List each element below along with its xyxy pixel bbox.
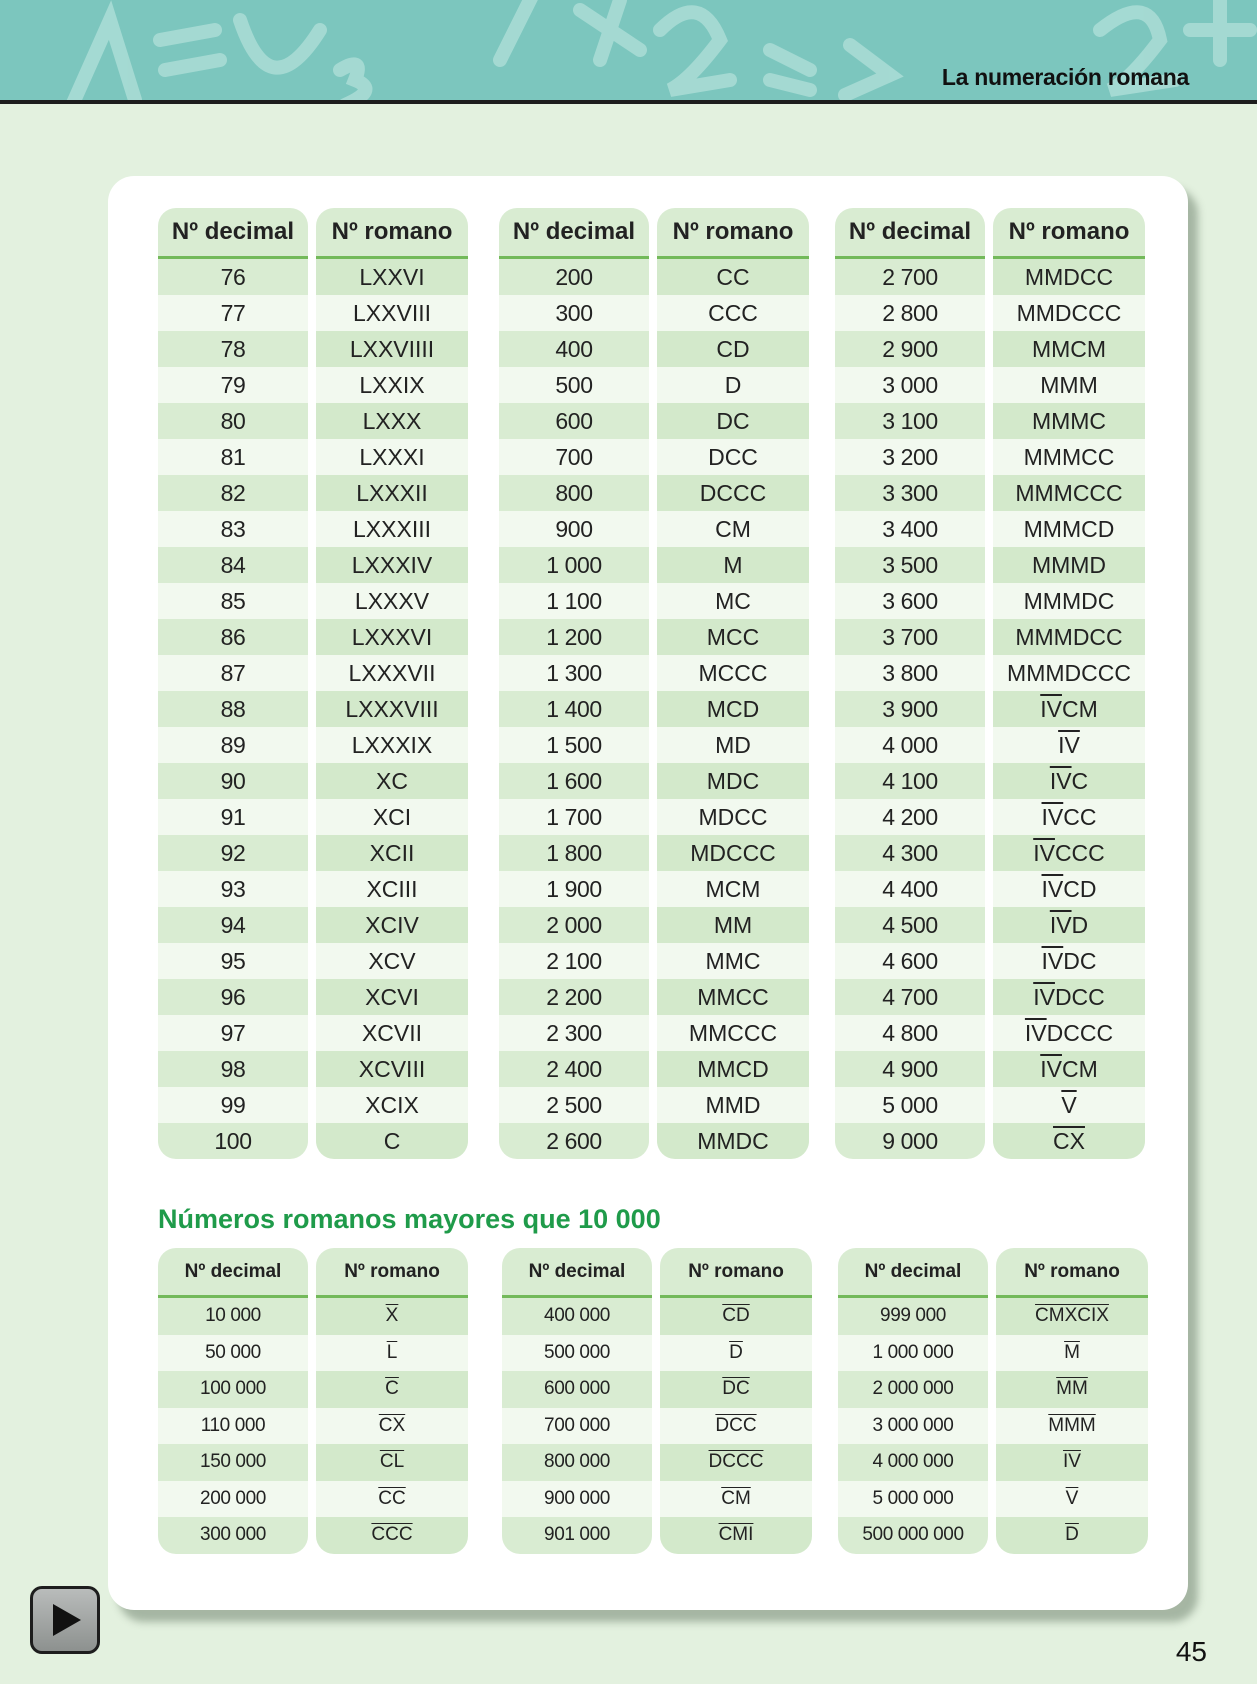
decimal-value: 4 800 (835, 1015, 985, 1051)
decimal-column-header: Nº decimal (158, 1248, 308, 1298)
roman-overlined-part: $\overline{IV}$ (1049, 911, 1072, 938)
decimal-value: 82 (158, 475, 308, 511)
roman-value (993, 367, 1145, 403)
decimal-value: 97 (158, 1015, 308, 1051)
decimal-value: 10 000 (158, 1298, 308, 1335)
roman-value: M (657, 547, 809, 583)
roman-value (660, 1298, 812, 1335)
decimal-column (158, 208, 308, 1159)
roman-value (993, 691, 1145, 727)
decimal-column (502, 1248, 652, 1554)
decimal-value: 76 (158, 259, 308, 295)
decimal-value: 3 600 (835, 583, 985, 619)
decimal-value: 4 000 (835, 727, 985, 763)
roman-value (993, 1015, 1145, 1051)
roman-value: MCCC (657, 655, 809, 691)
roman-value: CM (657, 511, 809, 547)
decimal-value: 86 (158, 619, 308, 655)
roman-overlined-part: $\overline{IV}$ (1063, 1451, 1081, 1473)
decimal-value: 800 000 (502, 1444, 652, 1481)
decimal-value: 93 (158, 871, 308, 907)
decimal-value: 4 000 000 (838, 1444, 988, 1481)
roman-value (316, 1408, 468, 1445)
decimal-value: 50 000 (158, 1335, 308, 1372)
roman-value (996, 1335, 1148, 1372)
decimal-value: 84 (158, 547, 308, 583)
roman-value: CD (657, 331, 809, 367)
roman-overlined-part: $\overline{CX}$ (1053, 1127, 1085, 1154)
decimal-column (838, 1248, 988, 1554)
roman-column (993, 208, 1145, 1159)
roman-value: D (657, 367, 809, 403)
decimal-column (835, 208, 985, 1159)
roman-overlined-part: $\overline{CM}$ (721, 1487, 751, 1509)
roman-overlined-part: $\overline{MMM}$ (1048, 1414, 1096, 1436)
decimal-value: 81 (158, 439, 308, 475)
roman-value (993, 619, 1145, 655)
roman-plain-part: MMCM (1031, 335, 1107, 362)
roman-value: XCVII (316, 1015, 468, 1051)
decimal-column-header: Nº decimal (835, 208, 985, 259)
roman-value: LXXXVII (316, 655, 468, 691)
roman-value: C (316, 1123, 468, 1159)
roman-overlined-part: $\overline{IV}$ (1041, 875, 1064, 902)
decimal-value: 900 000 (502, 1481, 652, 1518)
decimal-value: 4 500 (835, 907, 985, 943)
roman-overlined-part: CMXCIX (1035, 1305, 1109, 1327)
roman-value (316, 1444, 468, 1481)
roman-value: DCC (657, 439, 809, 475)
roman-value: DC (657, 403, 809, 439)
roman-value: XC (316, 763, 468, 799)
roman-value: XCII (316, 835, 468, 871)
decimal-value: 900 (499, 511, 649, 547)
decimal-value: 600 (499, 403, 649, 439)
roman-value (993, 439, 1145, 475)
decimal-value: 2 500 (499, 1087, 649, 1123)
play-button[interactable] (30, 1586, 100, 1654)
decimal-value: 1 500 (499, 727, 649, 763)
roman-value (993, 547, 1145, 583)
roman-overlined-part: $\overline{DC}$ (722, 1378, 750, 1400)
roman-value: LXXXIX (316, 727, 468, 763)
roman-value: LXXX (316, 403, 468, 439)
roman-overlined-part: $\overline{IV}$ (1041, 947, 1064, 974)
decimal-value: 200 (499, 259, 649, 295)
roman-overlined-part: $\overline{V}$ (1065, 1487, 1079, 1509)
roman-overlined-part: $\overline{CD}$ (722, 1305, 750, 1327)
roman-value (996, 1298, 1148, 1335)
roman-overlined-part: $\overline{IV}$ (1040, 695, 1062, 722)
decimal-value: 85 (158, 583, 308, 619)
decimal-value: 2 100 (499, 943, 649, 979)
roman-plain-part: CM (1061, 1055, 1098, 1082)
roman-value: MCM (657, 871, 809, 907)
roman-plain-part: CM (1061, 695, 1098, 722)
roman-overlined-part: $\overline{IV}$ (1040, 1055, 1062, 1082)
roman-value: CC (657, 259, 809, 295)
decimal-value: 96 (158, 979, 308, 1015)
decimal-value: 90 (158, 763, 308, 799)
roman-overlined-part: $\overline{CC}$ (378, 1487, 406, 1509)
roman-column-header: Nº romano (657, 208, 809, 259)
decimal-value: 1 300 (499, 655, 649, 691)
roman-value: LXXXIII (316, 511, 468, 547)
roman-plain-part: CC (1063, 803, 1097, 830)
roman-overlined-part: $\overline{IV}$ (1033, 983, 1055, 1010)
roman-overlined-part: $\overline{CX}$ (378, 1414, 406, 1436)
roman-value: MMCD (657, 1051, 809, 1087)
roman-value (996, 1408, 1148, 1445)
decimal-value: 2 000 (499, 907, 649, 943)
decimal-value: 4 300 (835, 835, 985, 871)
roman-value (993, 799, 1145, 835)
roman-column (660, 1248, 812, 1554)
roman-overlined-part: $\overline{D}$ (729, 1341, 743, 1363)
decimal-value: 89 (158, 727, 308, 763)
roman-value (993, 295, 1145, 331)
roman-column-header: Nº romano (996, 1248, 1148, 1298)
roman-value (993, 871, 1145, 907)
roman-value (993, 979, 1145, 1015)
roman-value (993, 943, 1145, 979)
roman-column-header: Nº romano (316, 208, 468, 259)
roman-overlined-part: $\overline{CMI}$ (718, 1524, 754, 1546)
decimal-value: 99 (158, 1087, 308, 1123)
roman-value: MCD (657, 691, 809, 727)
roman-plain-part: DC (1063, 947, 1097, 974)
roman-plain-part: MMMCC (1023, 443, 1115, 470)
decimal-value: 700 000 (502, 1408, 652, 1445)
roman-value (996, 1517, 1148, 1554)
roman-overlined-part: $\overline{IV}$ (1041, 803, 1064, 830)
roman-value: LXXXV (316, 583, 468, 619)
roman-value (660, 1444, 812, 1481)
decimal-value: 98 (158, 1051, 308, 1087)
roman-value: XCI (316, 799, 468, 835)
roman-value: MDCCC (657, 835, 809, 871)
decimal-value: 91 (158, 799, 308, 835)
decimal-value: 88 (158, 691, 308, 727)
roman-value: DCCC (657, 475, 809, 511)
roman-value (993, 583, 1145, 619)
roman-value (993, 835, 1145, 871)
roman-value: LXXXIV (316, 547, 468, 583)
decimal-value: 1 100 (499, 583, 649, 619)
page-number: 45 (1175, 1636, 1207, 1667)
decimal-value: 1 600 (499, 763, 649, 799)
decimal-value: 500 000 (502, 1335, 652, 1372)
decimal-value: 2 300 (499, 1015, 649, 1051)
roman-value: LXXVIII (316, 295, 468, 331)
decimal-value: 79 (158, 367, 308, 403)
roman-overlined-part: $\overline{V}$ (1061, 1091, 1077, 1118)
roman-overlined-part: $\overline{X}$ (385, 1305, 399, 1327)
decimal-value: 999 000 (838, 1298, 988, 1335)
decimal-column (158, 1248, 308, 1554)
roman-overlined-part: $\overline{CL}$ (379, 1451, 405, 1473)
roman-overlined-part: $\overline{IV}$ (1058, 731, 1080, 758)
roman-plain-part: MMMC (1031, 407, 1107, 434)
roman-plain-part: MMMCD (1023, 515, 1115, 542)
decimal-value: 1 900 (499, 871, 649, 907)
decimal-value: 800 (499, 475, 649, 511)
roman-value (993, 763, 1145, 799)
decimal-column-header: Nº decimal (838, 1248, 988, 1298)
roman-value (660, 1371, 812, 1408)
roman-value (993, 655, 1145, 691)
roman-plain-part: CCC (1054, 839, 1105, 866)
decimal-value: 4 100 (835, 763, 985, 799)
roman-value (660, 1517, 812, 1554)
roman-table-5 (502, 1248, 812, 1554)
roman-value: MC (657, 583, 809, 619)
decimal-value: 1 700 (499, 799, 649, 835)
roman-value (993, 331, 1145, 367)
section-title-large-numbers: Números romanos mayores que 10 000 (158, 1204, 661, 1234)
roman-value: MDC (657, 763, 809, 799)
decimal-value: 200 000 (158, 1481, 308, 1518)
roman-overlined-part: $\overline{C}$ (385, 1378, 399, 1400)
decimal-value: 3 000 000 (838, 1408, 988, 1445)
roman-table-2 (499, 208, 809, 1159)
roman-table-6 (838, 1248, 1148, 1554)
decimal-value: 2 700 (835, 259, 985, 295)
roman-overlined-part: $\overline{IV}$ (1049, 767, 1072, 794)
decimal-value: 94 (158, 907, 308, 943)
decimal-value: 4 600 (835, 943, 985, 979)
decimal-value: 3 700 (835, 619, 985, 655)
decimal-value: 87 (158, 655, 308, 691)
roman-overlined-part: $\overline{DCC}$ (715, 1414, 757, 1436)
roman-value: LXXXVI (316, 619, 468, 655)
roman-value: LXXXI (316, 439, 468, 475)
decimal-value: 1 000 000 (838, 1335, 988, 1372)
roman-value (660, 1408, 812, 1445)
decimal-column (499, 208, 649, 1159)
roman-plain-part: C (1071, 767, 1089, 794)
roman-overlined-part: DCCC (708, 1451, 764, 1473)
decimal-value: 4 900 (835, 1051, 985, 1087)
decimal-value: 2 000 000 (838, 1371, 988, 1408)
decimal-value: 2 600 (499, 1123, 649, 1159)
decimal-value: 1 400 (499, 691, 649, 727)
decimal-value: 3 400 (835, 511, 985, 547)
roman-plain-part: DCCC (1046, 1019, 1114, 1046)
roman-overlined-part: $\overline{D}$ (1065, 1524, 1079, 1546)
decimal-value: 901 000 (502, 1517, 652, 1554)
decimal-value: 2 200 (499, 979, 649, 1015)
roman-value: MMC (657, 943, 809, 979)
decimal-value: 78 (158, 331, 308, 367)
roman-plain-part: MMMDC (1023, 587, 1115, 614)
decimal-value: 3 900 (835, 691, 985, 727)
decimal-value: 400 000 (502, 1298, 652, 1335)
roman-table-4 (158, 1248, 468, 1554)
roman-value (993, 1051, 1145, 1087)
decimal-value: 300 (499, 295, 649, 331)
decimal-value: 3 200 (835, 439, 985, 475)
roman-value (993, 727, 1145, 763)
roman-plain-part: CD (1063, 875, 1097, 902)
roman-value (660, 1335, 812, 1372)
roman-overlined-part: $\overline{IV}$ (1024, 1019, 1047, 1046)
decimal-value: 100 000 (158, 1371, 308, 1408)
roman-value (660, 1481, 812, 1518)
roman-value: XCV (316, 943, 468, 979)
roman-plain-part: MMMDCCC (1007, 659, 1131, 686)
decimal-value: 100 (158, 1123, 308, 1159)
decimal-value: 150 000 (158, 1444, 308, 1481)
roman-column (657, 208, 809, 1159)
roman-table-3 (835, 208, 1145, 1159)
roman-plain-part: MMMD (1031, 551, 1107, 578)
decimal-value: 400 (499, 331, 649, 367)
roman-value: MMCC (657, 979, 809, 1015)
roman-column (316, 208, 468, 1159)
roman-value (993, 907, 1145, 943)
roman-value: XCIX (316, 1087, 468, 1123)
roman-value: MDCC (657, 799, 809, 835)
decimal-value: 80 (158, 403, 308, 439)
decimal-value: 4 700 (835, 979, 985, 1015)
roman-plain-part: MMM (1040, 371, 1098, 398)
roman-value (993, 1123, 1145, 1159)
roman-value: CCC (657, 295, 809, 331)
roman-value (316, 1371, 468, 1408)
decimal-value: 3 100 (835, 403, 985, 439)
roman-column-header: Nº romano (993, 208, 1145, 259)
roman-value: LXXVIIII (316, 331, 468, 367)
roman-plain-part: DCC (1054, 983, 1105, 1010)
decimal-value: 3 500 (835, 547, 985, 583)
roman-value: MM (657, 907, 809, 943)
roman-overlined-part: $\overline{MM}$ (1056, 1378, 1088, 1400)
decimal-value: 83 (158, 511, 308, 547)
roman-value: XCIII (316, 871, 468, 907)
roman-overlined-part: $\overline{CCC}$ (371, 1524, 413, 1546)
decimal-value: 500 000 000 (838, 1517, 988, 1554)
roman-value (316, 1481, 468, 1518)
roman-value (993, 511, 1145, 547)
decimal-value: 1 000 (499, 547, 649, 583)
roman-value (996, 1444, 1148, 1481)
decimal-value: 77 (158, 295, 308, 331)
roman-value: LXXIX (316, 367, 468, 403)
roman-value: LXXVI (316, 259, 468, 295)
roman-plain-part: D (1071, 911, 1089, 938)
roman-value: XCIV (316, 907, 468, 943)
play-icon (45, 1600, 85, 1640)
decimal-value: 4 400 (835, 871, 985, 907)
roman-value: MD (657, 727, 809, 763)
decimal-value: 4 200 (835, 799, 985, 835)
decimal-value: 95 (158, 943, 308, 979)
roman-value (993, 403, 1145, 439)
roman-plain-part: MMMCCC (1015, 479, 1123, 506)
decimal-column-header: Nº decimal (502, 1248, 652, 1298)
decimal-value: 600 000 (502, 1371, 652, 1408)
roman-value: XCVIII (316, 1051, 468, 1087)
decimal-value: 1 800 (499, 835, 649, 871)
decimal-value: 3 800 (835, 655, 985, 691)
roman-value (996, 1481, 1148, 1518)
roman-overlined-part: $\overline{M}$ (1064, 1341, 1080, 1363)
roman-overlined-part: $\overline{IV}$ (1033, 839, 1055, 866)
decimal-value: 5 000 000 (838, 1481, 988, 1518)
roman-value (993, 1087, 1145, 1123)
roman-value: LXXXVIII (316, 691, 468, 727)
roman-plain-part: MMDCCC (1016, 299, 1122, 326)
page-title: La numeración romana (941, 64, 1189, 90)
roman-value (993, 475, 1145, 511)
roman-column-header: Nº romano (316, 1248, 468, 1298)
decimal-value: 300 000 (158, 1517, 308, 1554)
roman-value: LXXXII (316, 475, 468, 511)
roman-value (316, 1517, 468, 1554)
decimal-value: 92 (158, 835, 308, 871)
roman-overlined-part: $\overline{L}$ (386, 1341, 398, 1363)
roman-column (316, 1248, 468, 1554)
roman-table-1 (158, 208, 468, 1159)
decimal-value: 2 800 (835, 295, 985, 331)
decimal-value: 2 400 (499, 1051, 649, 1087)
roman-column-header: Nº romano (660, 1248, 812, 1298)
roman-value: MMD (657, 1087, 809, 1123)
decimal-value: 3 000 (835, 367, 985, 403)
decimal-value: 9 000 (835, 1123, 985, 1159)
decimal-value: 110 000 (158, 1408, 308, 1445)
roman-value (316, 1335, 468, 1372)
decimal-value: 700 (499, 439, 649, 475)
decimal-column-header: Nº decimal (158, 208, 308, 259)
decimal-value: 1 200 (499, 619, 649, 655)
decimal-column-header: Nº decimal (499, 208, 649, 259)
roman-plain-part: MMDCC (1024, 263, 1114, 290)
decimal-value: 500 (499, 367, 649, 403)
page-header (0, 0, 1257, 104)
roman-value: MMDC (657, 1123, 809, 1159)
decimal-value: 3 300 (835, 475, 985, 511)
roman-value: MMCCC (657, 1015, 809, 1051)
roman-column (996, 1248, 1148, 1554)
decimal-value: 2 900 (835, 331, 985, 367)
roman-value: MCC (657, 619, 809, 655)
roman-plain-part: MMMDCC (1015, 623, 1123, 650)
roman-value (316, 1298, 468, 1335)
roman-value: XCVI (316, 979, 468, 1015)
roman-value (996, 1371, 1148, 1408)
decimal-value: 5 000 (835, 1087, 985, 1123)
roman-value (993, 259, 1145, 295)
